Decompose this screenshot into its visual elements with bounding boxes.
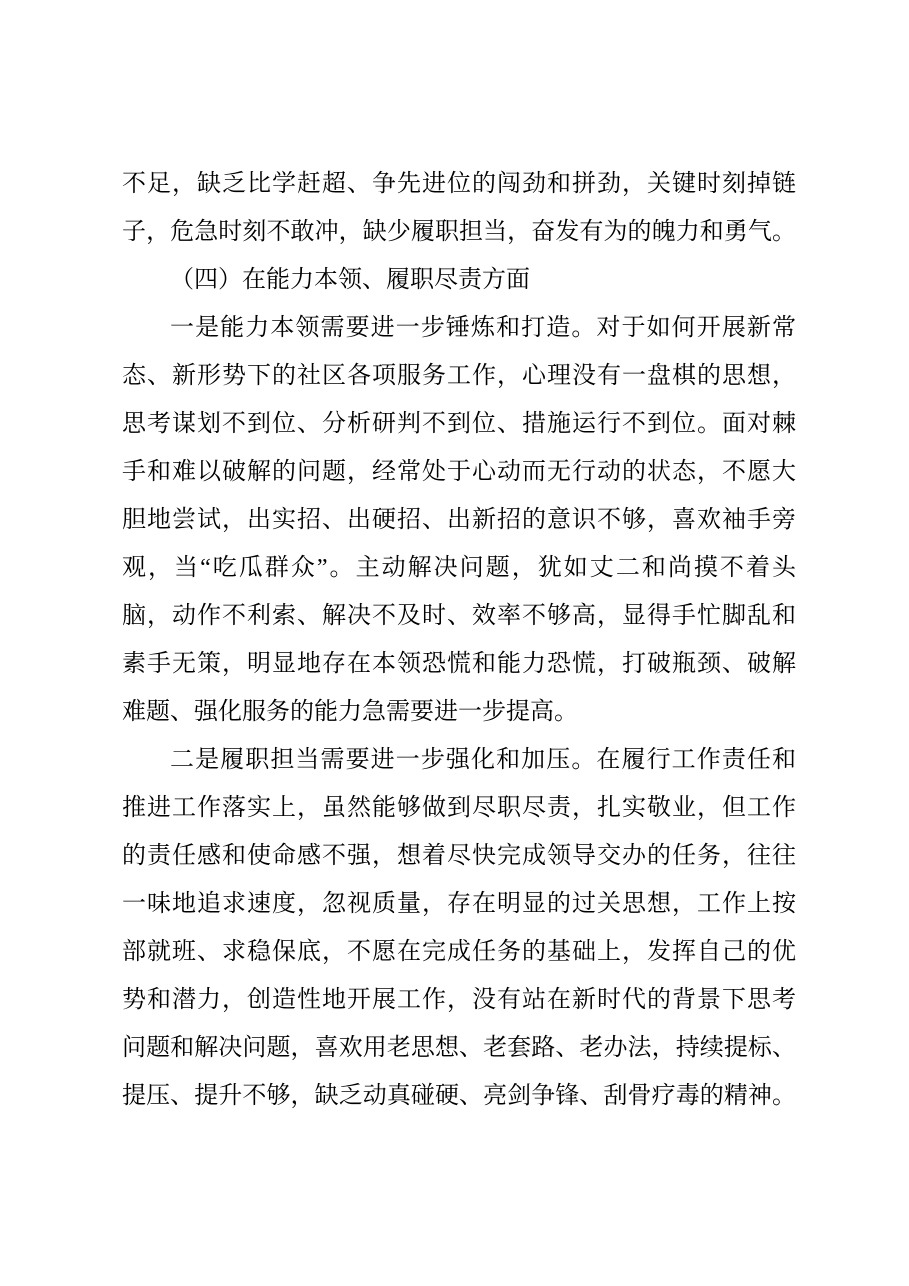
- text-line: 的责任感和使命感不强，想着尽快完成领导交办的任务，往往: [122, 843, 796, 869]
- paragraph: [122, 304, 796, 736]
- text-line: 提压、提升不够，缺乏动真碰硬、亮剑争锋、刮骨疗毒的精神。: [122, 1083, 796, 1109]
- text-line: 不足，缺乏比学赶超、争先进位的闯劲和拼劲，关键时刻掉链: [122, 171, 796, 197]
- text-line: 脑，动作不利索、解决不及时、效率不够高，显得手忙脚乱和: [122, 603, 796, 629]
- paragraph: [122, 736, 796, 1120]
- section-heading-text: （四）在能力本领、履职尽责方面: [170, 267, 530, 293]
- text-line: 胆地尝试，出实招、出硬招、出新招的意识不够，喜欢袖手旁: [122, 507, 796, 533]
- text-line: 势和潜力，创造性地开展工作，没有站在新时代的背景下思考: [122, 987, 796, 1013]
- text-line: 态、新形势下的社区各项服务工作，心理没有一盘棋的思想，: [122, 363, 796, 389]
- text-line: 素手无策，明显地存在本领恐慌和能力恐慌，打破瓶颈、破解: [122, 651, 796, 677]
- section-heading: [122, 256, 796, 304]
- document-body: [122, 160, 796, 1120]
- text-line: 一味地追求速度，忽视质量，存在明显的过关思想，工作上按: [122, 891, 796, 917]
- text-line: 观，当“吃瓜群众”。主动解决问题，犹如丈二和尚摸不着头: [122, 555, 796, 581]
- text-line: 子，危急时刻不敢冲，缺少履职担当，奋发有为的魄力和勇气。: [122, 219, 796, 245]
- text-line: 手和难以破解的问题，经常处于心动而无行动的状态，不愿大: [122, 459, 796, 485]
- text-line: 二是履职担当需要进一步强化和加压。在履行工作责任和: [170, 747, 796, 773]
- text-line: 问题和解决问题，喜欢用老思想、老套路、老办法，持续提标、: [122, 1035, 796, 1061]
- text-line: 难题、强化服务的能力急需要进一步提高。: [122, 699, 578, 725]
- text-line: 一是能力本领需要进一步锤炼和打造。对于如何开展新常: [170, 315, 796, 341]
- text-line: 部就班、求稳保底，不愿在完成任务的基础上，发挥自己的优: [122, 939, 796, 965]
- text-line: 推进工作落实上，虽然能够做到尽职尽责，扎实敬业，但工作: [122, 795, 796, 821]
- paragraph: [122, 160, 796, 256]
- text-line: 思考谋划不到位、分析研判不到位、措施运行不到位。面对棘: [122, 411, 796, 437]
